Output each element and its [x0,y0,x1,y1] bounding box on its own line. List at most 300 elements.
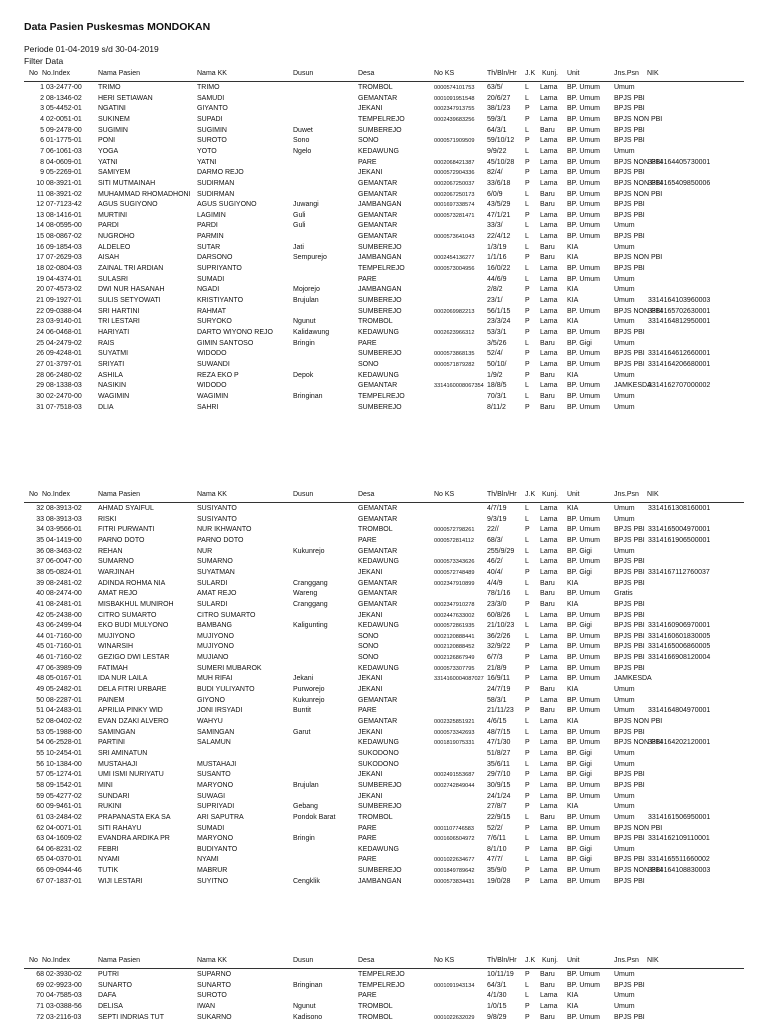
cell-no: 48 [36,675,44,683]
cell-no: 30 [36,392,44,400]
cell-jk: P [525,403,530,411]
cell-thbl: 1/3/19 [487,243,507,251]
cell-thbl: 56/1/15 [487,307,511,315]
cell-kunj: Baru [540,600,555,608]
cell-psn: BPJS PBI [614,360,645,368]
cell-noks: 0000572904336 [434,170,475,177]
cell-psn: BPJS PBI [614,981,645,989]
cell-psn: BPJS PBI [614,568,645,576]
cell-nik: 3314164804970001 [648,707,711,715]
cell-no: 28 [36,371,44,379]
table-row [0,589,768,599]
cell-thbl: 10/11/19 [487,971,514,978]
cell-psn: JAMKESDA [614,675,652,683]
cell-unit: KIA [567,243,579,251]
cell-psn: Umum [614,992,635,1000]
cell-nama: UMI ISMI NURIYATU [98,771,164,779]
table-row [0,328,768,338]
cell-psn: Gratis [614,590,633,598]
column-header-no: No [29,957,38,964]
cell-kk: WIDODO [197,382,227,390]
cell-no: 56 [36,760,44,768]
cell-kunj: Lama [540,558,558,566]
cell-nik: 3314160906970001 [648,622,711,630]
cell-psn: Umum [614,760,635,768]
cell-noks: 0001022634677 [434,857,475,864]
cell-noindex: 08-2474-00 [46,590,82,598]
cell-noks: 0000572798261 [434,527,475,534]
cell-dusun: Kadisono [293,1013,323,1021]
table-row [0,339,768,349]
cell-kunj: Baru [540,190,555,198]
cell-no: 50 [36,696,44,704]
cell-psn: Umum [614,686,635,694]
cell-kk: SUPADI [197,115,223,123]
cell-kk: GIMIN SANTOSO [197,339,254,347]
table-row [0,664,768,674]
cell-psn: BPJS NON PBI [614,307,663,315]
cell-kunj: Lama [540,792,558,800]
cell-noks: 0002067250037 [434,180,475,187]
cell-nama: SULIS SETYOWATI [98,297,161,304]
cell-psn: BPJS PBI [614,622,645,630]
cell-psn: Umum [614,339,635,347]
cell-noindex: 01-7160-02 [46,654,82,662]
cell-kk: SUSIYANTO [197,515,237,523]
cell-desa: JEKANI [358,675,383,683]
cell-desa: SONO [358,360,379,368]
cell-jk: L [525,718,529,725]
cell-kunj: Lama [540,739,558,747]
column-header-noks: No KS [434,70,455,77]
cell-kunj: Lama [540,137,558,145]
cell-desa: GEMANTAR [358,590,398,598]
cell-dusun: Sono [293,137,310,145]
cell-nik: 3314161308160001 [648,505,711,512]
cell-jk: P [525,297,530,304]
cell-no: 34 [36,526,44,534]
cell-kk: TRIMO [197,84,220,91]
cell-jk: P [525,600,530,608]
cell-noks: 0001091951548 [434,95,475,102]
cell-psn: BPJS PBI [614,169,645,177]
cell-kk: SAMUDI [197,94,225,102]
cell-kk: MARYONO [197,835,234,843]
cell-kk: KRISTIYANTO [197,297,244,304]
cell-desa: SUMBEREJO [358,350,402,358]
cell-unit: KIA [567,718,579,725]
cell-kk: SUNARTO [197,981,231,989]
column-header-thbl: Th/Bln/Hr [487,70,517,77]
cell-noindex: 07-7123-42 [46,201,82,209]
cell-noks: 0002439683256 [434,116,475,123]
cell-noks: 0002742849044 [434,782,475,789]
cell-noindex: 05-1988-00 [46,728,82,736]
cell-noindex: 02-2470-00 [46,392,82,400]
cell-noks: 0000573307795 [434,665,475,672]
cell-jk: P [525,696,530,704]
cell-desa: KEDAWUNG [358,371,399,379]
cell-noindex: 06-1061-03 [46,147,82,155]
cell-kk: SULARDI [197,600,228,608]
cell-no: 25 [36,339,44,347]
cell-desa: GEMANTAR [358,696,398,704]
cell-desa: JAMBANGAN [358,877,402,885]
cell-desa: GEMANTAR [358,515,398,523]
cell-jk: P [525,526,530,534]
cell-thbl: 48/7/15 [487,728,511,736]
table-row [0,104,768,114]
cell-noks: 0002120888441 [434,633,475,640]
cell-unit: BP. Umum [567,664,600,672]
cell-jk: P [525,739,530,747]
cell-nama: SUMARNO [98,558,134,566]
cell-noindex: 06-0468-01 [46,328,82,336]
cell-dusun: Ngunut [293,1002,316,1010]
cell-noks: 0000572748489 [434,569,475,576]
cell-nama: DAFA [98,992,117,1000]
cell-nik: 3314165409850006 [648,179,711,187]
cell-psn: BPJS PBI [614,201,645,209]
header-rule [24,81,744,82]
table-row [0,728,768,738]
cell-desa: JEKANI [358,728,383,736]
cell-noindex: 04-0609-01 [46,158,82,166]
cell-nama: MUJIYONO [98,632,135,640]
cell-desa: GEMANTAR [358,505,398,512]
cell-unit: BP. Umum [567,792,600,800]
cell-nik: 3314165702630001 [648,307,711,315]
table-row [0,525,768,535]
cell-kunj: Lama [540,536,558,544]
cell-noks: 0002126867949 [434,655,475,662]
cell-psn: BPJS PBI [614,350,645,358]
cell-nama: MURTINI [98,211,128,219]
cell-nama: SEPTI INDRIAS TUT [98,1013,164,1021]
cell-thbl: 32/9/22 [487,643,511,651]
cell-noindex: 06-2528-01 [46,739,82,747]
cell-psn: BPJS PBI [614,856,645,864]
cell-dusun: Duwet [293,126,313,134]
cell-kk: GIYANTO [197,105,228,113]
cell-kunj: Lama [540,728,558,736]
cell-unit: BP. Umum [567,158,600,166]
cell-unit: BP. Umum [567,169,600,177]
cell-kk: SUTAR [197,243,221,251]
table-row [0,568,768,578]
cell-dusun: Kukunrejo [293,547,325,555]
cell-nama: FITRI PURWANTI [98,526,155,534]
table-row [0,738,768,748]
cell-desa: JAMBANGAN [358,201,402,209]
cell-noindex: 03-0388-56 [46,1002,82,1010]
cell-kunj: Lama [540,84,558,91]
cell-noindex: 08-1346-02 [46,94,82,102]
cell-noindex: 08-3913-02 [46,505,82,512]
cell-dusun: Bringin [293,835,315,843]
cell-kk: IWAN [197,1002,216,1010]
column-header-dusun: Dusun [293,70,314,77]
cell-no: 65 [36,856,44,864]
cell-kk: SUDIRMAN [197,179,235,187]
cell-kk: DARTO WIYONO REJO [197,328,273,336]
cell-psn: BPJS PBI [614,233,645,241]
table-row [0,600,768,610]
column-header-unit: Unit [567,70,580,77]
cell-thbl: 59/10/12 [487,137,515,145]
cell-jk: L [525,536,529,544]
cell-noks: 0002120888452 [434,644,475,651]
cell-desa: SUMBEREJO [358,867,402,875]
cell-unit: BP. Umum [567,558,600,566]
cell-desa: PARE [358,536,377,544]
page-title: Data Pasien Puskesmas MONDOKAN [24,21,211,33]
cell-noks: 0001697338574 [434,202,475,209]
column-header-desa: Desa [358,957,375,964]
cell-no: 39 [36,579,44,587]
cell-unit: BP. Umum [567,147,600,155]
table-row [0,981,768,991]
cell-noindex: 08-0867-02 [46,233,82,241]
cell-kk: MARYONO [197,781,234,789]
cell-no: 69 [36,981,44,989]
cell-noindex: 02-3930-02 [46,971,82,978]
cell-psn: Umum [614,286,635,294]
cell-noindex: 04-0071-01 [46,824,82,832]
cell-noindex: 01-1775-01 [46,137,82,145]
cell-kk: PARMIN [197,233,224,241]
cell-kunj: Lama [540,169,558,177]
cell-unit: BP. Gigi [567,856,592,864]
cell-desa: TROMBOL [358,813,393,821]
cell-jk: L [525,558,529,566]
cell-desa: GEMANTAR [358,190,398,198]
cell-psn: Umum [614,392,635,400]
cell-thbl: 50/10/ [487,360,507,368]
cell-kunj: Lama [540,632,558,640]
cell-no: 55 [36,749,44,757]
cell-kk: SUDIRMAN [197,190,235,198]
cell-unit: BP. Umum [567,707,600,715]
cell-noks: 3314160004087027 [434,676,484,683]
cell-nik: 3314160601830005 [648,632,711,640]
cell-no: 14 [36,222,44,230]
cell-desa: KEDAWUNG [358,147,399,155]
cell-psn: Umum [614,222,635,230]
cell-jk: P [525,707,530,715]
cell-jk: L [525,382,529,390]
cell-no: 42 [36,611,44,619]
cell-nama: DLIA [98,403,114,411]
cell-jk: L [525,515,529,523]
cell-noindex: 08-2287-01 [46,696,82,704]
cell-kk: PARDI [197,222,218,230]
cell-kunj: Baru [540,971,555,978]
cell-noindex: 05-2482-01 [46,686,82,694]
cell-no: 61 [36,813,44,821]
cell-noindex: 06-2480-02 [46,371,82,379]
cell-unit: BP. Umum [567,403,600,411]
table-row [0,717,768,727]
column-header-kk: Nama KK [197,957,227,964]
cell-thbl: 8/11/2 [487,403,506,411]
cell-desa: KEDAWUNG [358,622,399,630]
cell-desa: KEDAWUNG [358,558,399,566]
cell-nama: PRAPANASTA EKA SA [98,813,171,821]
cell-thbl: 21/10/23 [487,622,515,630]
cell-jk: L [525,579,529,587]
cell-thbl: 70/3/1 [487,392,507,400]
cell-jk: L [525,201,529,209]
cell-dusun: Jekani [293,675,314,683]
cell-nama: EVANDRA ARDIKA PR [98,835,170,843]
cell-noindex: 02-0051-01 [46,115,82,123]
cell-noks: 0001819075331 [434,740,475,747]
cell-kk: BAMBANG [197,622,233,630]
cell-noks: 0002325851921 [434,719,475,725]
cell-no: 51 [36,707,44,715]
cell-thbl: 60/8/26 [487,611,511,619]
cell-kunj: Lama [540,845,558,853]
cell-unit: BP. Umum [567,696,600,704]
column-header-noindex: No.Index [42,491,71,498]
cell-noindex: 09-4248-01 [46,350,82,358]
cell-nama: PAINEM [98,696,125,704]
column-header-kk: Nama KK [197,70,227,77]
cell-noks: 0002623966312 [434,329,475,336]
cell-nama: TUTIK [98,867,119,875]
cell-desa: PARE [358,824,377,832]
cell-jk: P [525,792,530,800]
table-row [0,168,768,178]
cell-desa: SONO [358,137,379,145]
table-row [0,855,768,865]
cell-psn: BPJS NON PBI [614,254,663,262]
cell-thbl: 23/3/24 [487,318,511,326]
cell-unit: KIA [567,505,579,512]
cell-psn: BPJS PBI [614,526,645,534]
cell-kunj: Baru [540,981,555,989]
cell-desa: TEMPELREJO [358,981,405,989]
cell-unit: BP. Umum [567,382,600,390]
cell-thbl: 1/9/2 [487,371,503,379]
cell-kk: SUWANDI [197,360,230,368]
cell-psn: Umum [614,696,635,704]
cell-noindex: 09-9461-01 [46,803,82,811]
cell-psn: Umum [614,297,635,304]
table-row [0,147,768,157]
cell-jk: L [525,728,529,736]
cell-dusun: Brujulan [293,297,319,304]
cell-kunj: Lama [540,297,558,304]
cell-unit: BP. Umum [567,360,600,368]
cell-no: 64 [36,845,44,853]
cell-thbl: 255/9/29 [487,547,515,555]
cell-no: 52 [36,718,44,725]
cell-kk: SUROTO [197,992,227,1000]
cell-unit: BP. Umum [567,1013,600,1021]
cell-no: 72 [36,1013,44,1021]
table-row [0,674,768,684]
cell-jk: L [525,547,529,555]
table-row [0,126,768,136]
cell-kk: LAGIMIN [197,211,226,219]
cell-nama: EVAN DZAKI ALVERO [98,718,169,725]
cell-desa: PARE [358,992,377,1000]
cell-no: 8 [40,158,44,166]
cell-kunj: Lama [540,824,558,832]
cell-kunj: Lama [540,158,558,166]
cell-noindex: 06-8231-02 [46,845,82,853]
column-header-nik: NIK [647,491,659,498]
cell-nama: DELA FITRI URBARE [98,686,167,694]
cell-no: 47 [36,664,44,672]
cell-kk: SUPRIYADI [197,803,235,811]
table-row [0,232,768,242]
cell-jk: L [525,190,529,198]
cell-noks: 0002491553687 [434,772,475,779]
cell-no: 37 [36,558,44,566]
cell-nama: PARNO DOTO [98,536,145,544]
cell-no: 15 [36,233,44,241]
cell-jk: P [525,824,530,832]
cell-noks: 0000573342693 [434,729,475,736]
cell-psn: Umum [614,275,635,283]
cell-no: 70 [36,992,44,1000]
cell-nama: SULASRI [98,275,128,283]
cell-nik: 3314164202120001 [648,739,711,747]
table-header [0,490,768,500]
cell-kunj: Lama [540,771,558,779]
cell-nik: 3314165511660002 [648,856,710,864]
cell-kk: AMAT REJO [197,590,237,598]
cell-thbl: 22/9/15 [487,813,511,821]
cell-no: 41 [36,600,44,608]
column-header-kunj: Kunj. [542,491,558,498]
table-row [0,221,768,231]
cell-dusun: Bringin [293,339,315,347]
cell-noks: 0000574101753 [434,85,475,91]
cell-nik: 3314167112760037 [648,568,710,576]
cell-desa: GEMANTAR [358,233,398,241]
cell-kk: SUYITNO [197,877,229,885]
cell-dusun: Bringinan [293,392,323,400]
cell-noindex: 04-2483-01 [46,707,82,715]
filter-text: Filter Data [24,56,64,66]
column-header-noks: No KS [434,957,455,964]
cell-jk: P [525,286,530,294]
cell-noindex: 03-9566-01 [46,526,82,534]
cell-kk: MUJIYONO [197,643,234,651]
cell-kk: SUMADI [197,824,225,832]
cell-psn: Umum [614,403,635,411]
cell-jk: P [525,137,530,145]
cell-unit: BP. Umum [567,611,600,619]
cell-dusun: Ngunut [293,318,316,326]
cell-thbl: 6/0/9 [487,190,503,198]
cell-jk: P [525,307,530,315]
cell-kunj: Lama [540,318,558,326]
cell-kunj: Lama [540,505,558,512]
table-row [0,611,768,621]
cell-unit: BP. Umum [567,813,600,821]
cell-unit: BP. Umum [567,739,600,747]
cell-dusun: Garut [293,728,311,736]
cell-desa: PARE [358,275,377,283]
cell-psn: BPJS NON PBI [614,824,663,832]
cell-kunj: Baru [540,201,555,209]
cell-psn: Umum [614,707,635,715]
